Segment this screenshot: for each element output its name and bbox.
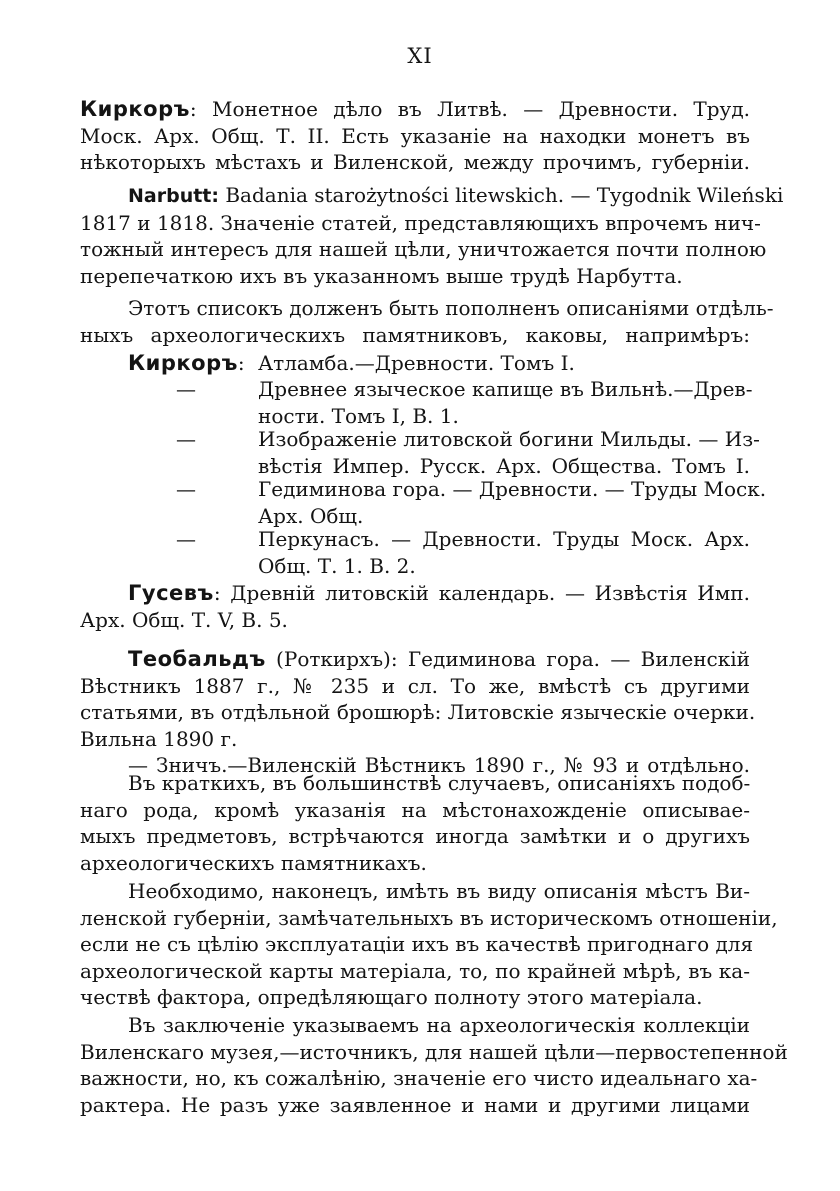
paragraph-line: Въ заключенiе указываемъ на археологическiя коллекцiи xyxy=(128,1013,750,1037)
entry-line: перепечаткою ихъ въ указанномъ выше трудѣ Нарбутта. xyxy=(80,263,683,288)
paragraph-line: наго рода, кромѣ указанiя на мѣстонахожденiе описывае- xyxy=(80,797,750,822)
list-item: Изображенie литовской богини Мильды. — Из- вѣстiя Импер. Русск. Арх. Общества. Томъ I. xyxy=(258,427,760,478)
dash-mark: — xyxy=(176,527,196,551)
paragraph-line: ныхъ археологическихъ памятниковъ, каковы, напримѣръ: xyxy=(80,322,750,347)
list-item: Перкунасъ. — Древности. Труды Моск. Арх. Общ. Т. 1. В. 2. xyxy=(258,527,750,578)
author-name: Киркоръ xyxy=(128,351,238,375)
entry-line: 1817 и 1818. Значенie статей, представляющихъ впрочемъ нич- xyxy=(80,210,761,235)
paragraph-line: археологической карты матерiала, то, по крайней мѣрѣ, въ ка- xyxy=(80,958,750,983)
author-name: Гусевъ xyxy=(128,581,214,605)
paragraph-short-descriptions xyxy=(80,770,750,876)
entry-kirkor-coins xyxy=(80,96,750,176)
entry-line: Вильна 1890 г. xyxy=(80,726,238,751)
entry-narbutt xyxy=(80,182,784,289)
entry-line: Теобальдъ (Роткирхъ): Гедиминова гора. — Виленскiй xyxy=(128,647,750,671)
list-item: Древнее языческое капище въ Вильнѣ.—Древ- ности. Томъ I, В. 1. xyxy=(258,377,753,428)
paragraph-necessary xyxy=(80,878,778,1011)
entry-line: Арх. Общ. Т. V, В. 5. xyxy=(80,607,288,632)
paragraph-line: Въ краткихъ, въ большинствѣ случаевъ, описанiяхъ подоб- xyxy=(128,771,751,795)
author-name: Narbutt: xyxy=(128,185,219,207)
list-item: Гедиминова гора. — Древности. — Труды Моск. Арх. Общ. xyxy=(258,477,767,528)
paragraph-line: если не съ цѣлiю эксплуатацiи ихъ въ качествѣ пригоднаго для xyxy=(80,932,754,956)
entry-line: — Зничъ.—Виленскiй Вѣстникъ 1890 г., № 93 и отдѣльно. xyxy=(128,753,750,777)
paragraph-line: важности, но, къ сожалѣнiю, значенie его чисто идеальнаго ха- xyxy=(80,1066,758,1090)
paragraph-line: археологическихъ памятникахъ. xyxy=(80,850,427,875)
paragraph-line: ленской губернiи, замѣчательныхъ въ историческомъ отношенiи, xyxy=(80,905,778,930)
paragraph-conclusion xyxy=(80,1012,788,1118)
entry-line: Narbutt: Badania starożytności litewskich. — Tygodnik Wileński xyxy=(128,183,784,207)
paragraph-line: Необходимо, наконецъ, имѣть въ виду описанiя мѣстъ Ви- xyxy=(128,879,750,903)
author-name: Киркоръ xyxy=(80,97,190,121)
entry-line: Вѣстникъ 1887 г., № 235 и сл. То же, вмѣстѣ съ другими xyxy=(80,673,750,698)
dash-mark: — xyxy=(176,477,196,501)
entry-line: нѣкоторыхъ мѣстахъ и Виленской, между прочимъ, губернiи. xyxy=(80,150,750,174)
entry-line: Моск. Арх. Общ. Т. II. Есть указанie на находки монетъ въ xyxy=(80,123,750,148)
dash-mark: — xyxy=(176,377,196,401)
entry-kirkor-list xyxy=(80,350,767,580)
paragraph-line: рактера. Не разъ уже заявленное и нами и другими лицами xyxy=(80,1092,750,1117)
author-heading: Киркоръ: xyxy=(128,351,245,375)
paragraph-line: Этотъ списокъ долженъ быть пополненъ описанiями отдѣль- xyxy=(128,296,774,320)
page-number: XI xyxy=(407,44,433,68)
paragraph-line: мыхъ предметовъ, встрѣчаются иногда замѣтки и о другихъ xyxy=(80,824,750,848)
entry-teobald xyxy=(80,646,756,779)
entry-line: Киркоръ: Монетное дѣло въ Литвѣ. — Древности. Труд. xyxy=(80,97,750,121)
entry-line: Гусевъ: Древнiй литовскiй календарь. — Извѣстiя Имп. xyxy=(128,581,750,605)
dash-mark: — xyxy=(176,427,196,451)
paragraph-line: чествѣ фактора, опредѣляющаго полноту этого матерiала. xyxy=(80,985,703,1009)
entry-gusev xyxy=(80,580,750,633)
list-item: Атламба.—Древности. Томъ I. xyxy=(258,351,575,375)
author-name: Теобальдъ xyxy=(128,647,266,671)
entry-line: тожный интересъ для нашей цѣли, уничтожается почти полною xyxy=(80,237,767,261)
paragraph-intro xyxy=(80,295,774,348)
entry-line: статьями, въ отдѣльной брошюрѣ: Литовскiе языческiе очерки. xyxy=(80,700,756,724)
paragraph-line: Виленскаго музея,—источникъ, для нашей цѣли—первостепенной xyxy=(80,1039,788,1064)
